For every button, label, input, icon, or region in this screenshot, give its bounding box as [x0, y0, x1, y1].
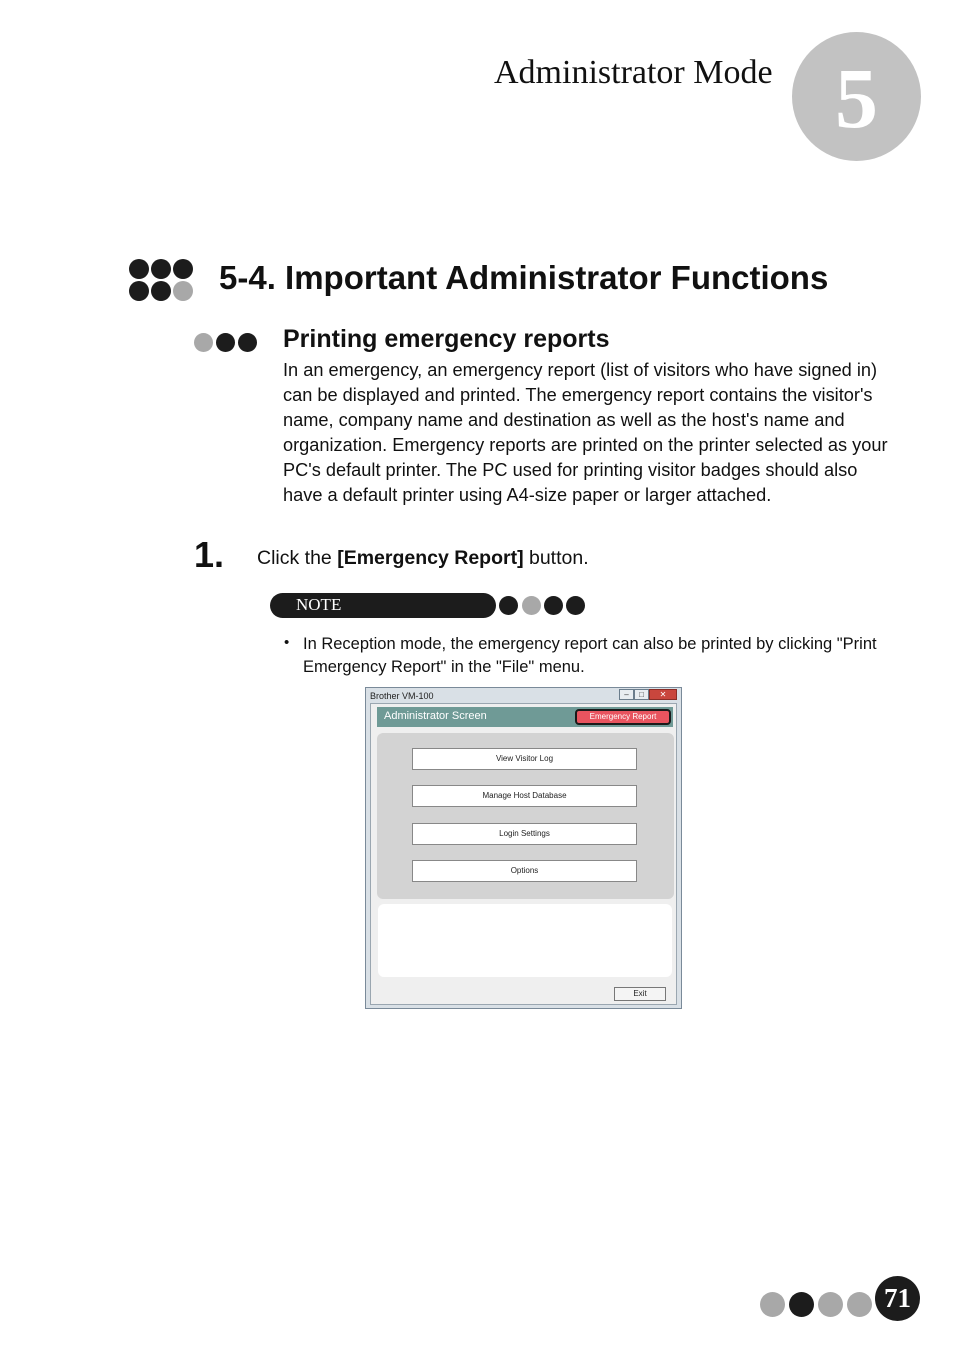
subsection-heading: Printing emergency reports: [283, 325, 610, 353]
screen-title: Administrator Screen: [384, 710, 487, 722]
window-title: Brother VM-100: [370, 691, 434, 701]
manage-host-database-button[interactable]: Manage Host Database: [412, 785, 637, 807]
chapter-number: 5: [835, 50, 878, 146]
minimize-icon[interactable]: –: [619, 689, 634, 700]
menu-panel: [377, 733, 674, 899]
screen-header-bar: [377, 707, 673, 727]
window-client-area: [370, 703, 677, 1005]
maximize-icon[interactable]: □: [634, 689, 649, 700]
close-icon[interactable]: ✕: [649, 689, 677, 700]
message-area: [378, 904, 672, 977]
app-window: [365, 687, 682, 1009]
step-suffix: button.: [523, 547, 589, 569]
note-label: NOTE: [296, 595, 342, 614]
step-prefix: Click the: [257, 547, 338, 569]
note-text: In Reception mode, the emergency report can also be printed by clicking "Print Emergency Report" in the "File" menu.: [303, 635, 877, 676]
step-number: 1.: [194, 534, 225, 575]
emergency-report-button[interactable]: Emergency Report: [575, 709, 671, 725]
view-visitor-log-button[interactable]: View Visitor Log: [412, 748, 637, 770]
section-heading: 5-4. Important Administrator Functions: [219, 259, 829, 296]
step-instruction: [257, 547, 589, 570]
note-bullet: •: [284, 634, 290, 651]
intro-paragraph: In an emergency, an emergency report (list of visitors who have signed in) can be displayed and printed. The emergency report contains the visitor's name, company name and destination as well as the host's name and organization. Emergency reports are printed on the printer selected as your PC's default printer. The PC used for printing visitor badges should also have a default printer using A4-size paper or larger attached.: [283, 360, 888, 505]
options-button[interactable]: Options: [412, 860, 637, 882]
login-settings-button[interactable]: Login Settings: [412, 823, 637, 845]
page-number: 71: [884, 1283, 911, 1313]
step-button-name: [Emergency Report]: [337, 547, 524, 569]
chapter-title: Administrator Mode: [494, 54, 773, 91]
exit-button[interactable]: Exit: [614, 987, 666, 1001]
